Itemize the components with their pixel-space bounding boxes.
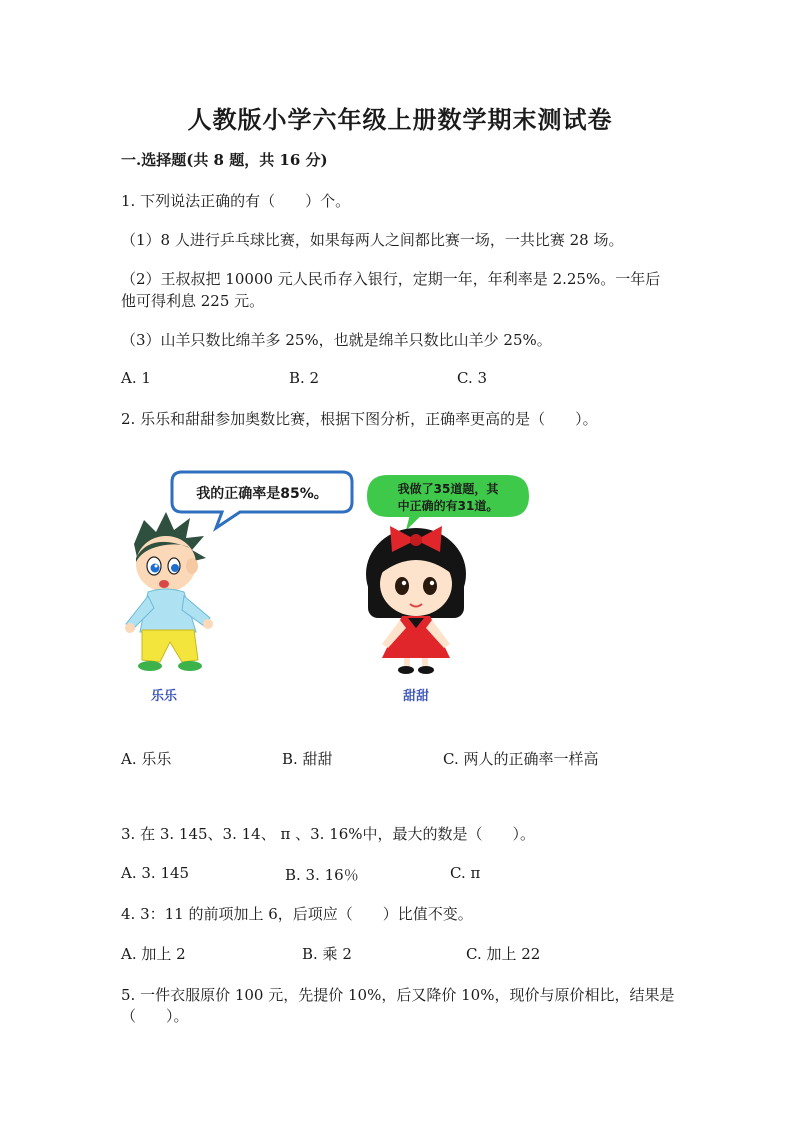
girl-bubble-line-1: 我做了35道题，其 xyxy=(397,482,499,496)
question-5-stem: 5. 一件衣服原价 100 元，先提价 10%，后又降价 10%，现价与原价相比，结果是 xyxy=(121,986,675,1004)
page-title: 人教版小学六年级上册数学期末测试卷 xyxy=(187,105,613,134)
boy-name-label: 乐乐 xyxy=(150,689,178,704)
girl-name-label: 甜甜 xyxy=(402,689,430,704)
question-2-stem: 2. 乐乐和甜甜参加奥数比赛，根据下图分析，正确率更高的是（ ）。 xyxy=(121,410,598,428)
question-2-option-a: A. 乐乐 xyxy=(121,750,172,768)
question-3-option-a: A. 3. 145 xyxy=(121,864,190,882)
question-1-item-3: （3）山羊只数比绵羊多 25%，也就是绵羊只数比山羊少 25%。 xyxy=(121,331,552,349)
boy-bubble-text: 我的正确率是85%。 xyxy=(196,486,328,502)
question-2-illustration xyxy=(120,462,560,712)
girl-speech-bubble xyxy=(366,474,530,534)
question-1-item-1: （1）8 人进行乒乓球比赛，如果每两人之间都比赛一场，一共比赛 28 场。 xyxy=(121,231,624,249)
question-1-option-b: B. 2 xyxy=(289,369,320,387)
question-4-option-b: B. 乘 2 xyxy=(302,945,352,963)
section-heading: 一.选择题(共 8 题，共 16 分) xyxy=(121,151,328,169)
girl-bubble-line-2: 中正确的有31道。 xyxy=(397,499,499,513)
question-1-option-a: A. 1 xyxy=(121,369,151,387)
question-3-option-c: C. π xyxy=(450,864,481,882)
question-4-option-c: C. 加上 22 xyxy=(466,945,541,963)
question-1-item-2-cont: 他可得利息 225 元。 xyxy=(121,292,265,310)
question-1-option-c: C. 3 xyxy=(457,369,488,387)
question-2-option-b: B. 甜甜 xyxy=(282,750,333,768)
boy-speech-bubble xyxy=(172,472,352,528)
question-4-option-a: A. 加上 2 xyxy=(121,945,186,963)
question-1-item-2: （2）王叔叔把 10000 元人民币存入银行，定期一年，年利率是 2.25%。一年后 xyxy=(121,270,661,288)
question-2-option-c: C. 两人的正确率一样高 xyxy=(443,750,599,768)
question-3-option-b: B. 3. 16％ xyxy=(285,866,359,884)
question-1-stem: 1. 下列说法正确的有（ ）个。 xyxy=(121,192,351,210)
question-4-stem: 4. 3：11 的前项加上 6，后项应（ ）比值不变。 xyxy=(121,905,473,923)
question-5-stem-cont: （ ）。 xyxy=(121,1007,189,1025)
girl-figure xyxy=(366,526,466,704)
question-3-stem: 3. 在 3. 145、3. 14、 π 、3. 16%中，最大的数是（ ）。 xyxy=(121,825,536,843)
boy-figure xyxy=(125,512,213,704)
